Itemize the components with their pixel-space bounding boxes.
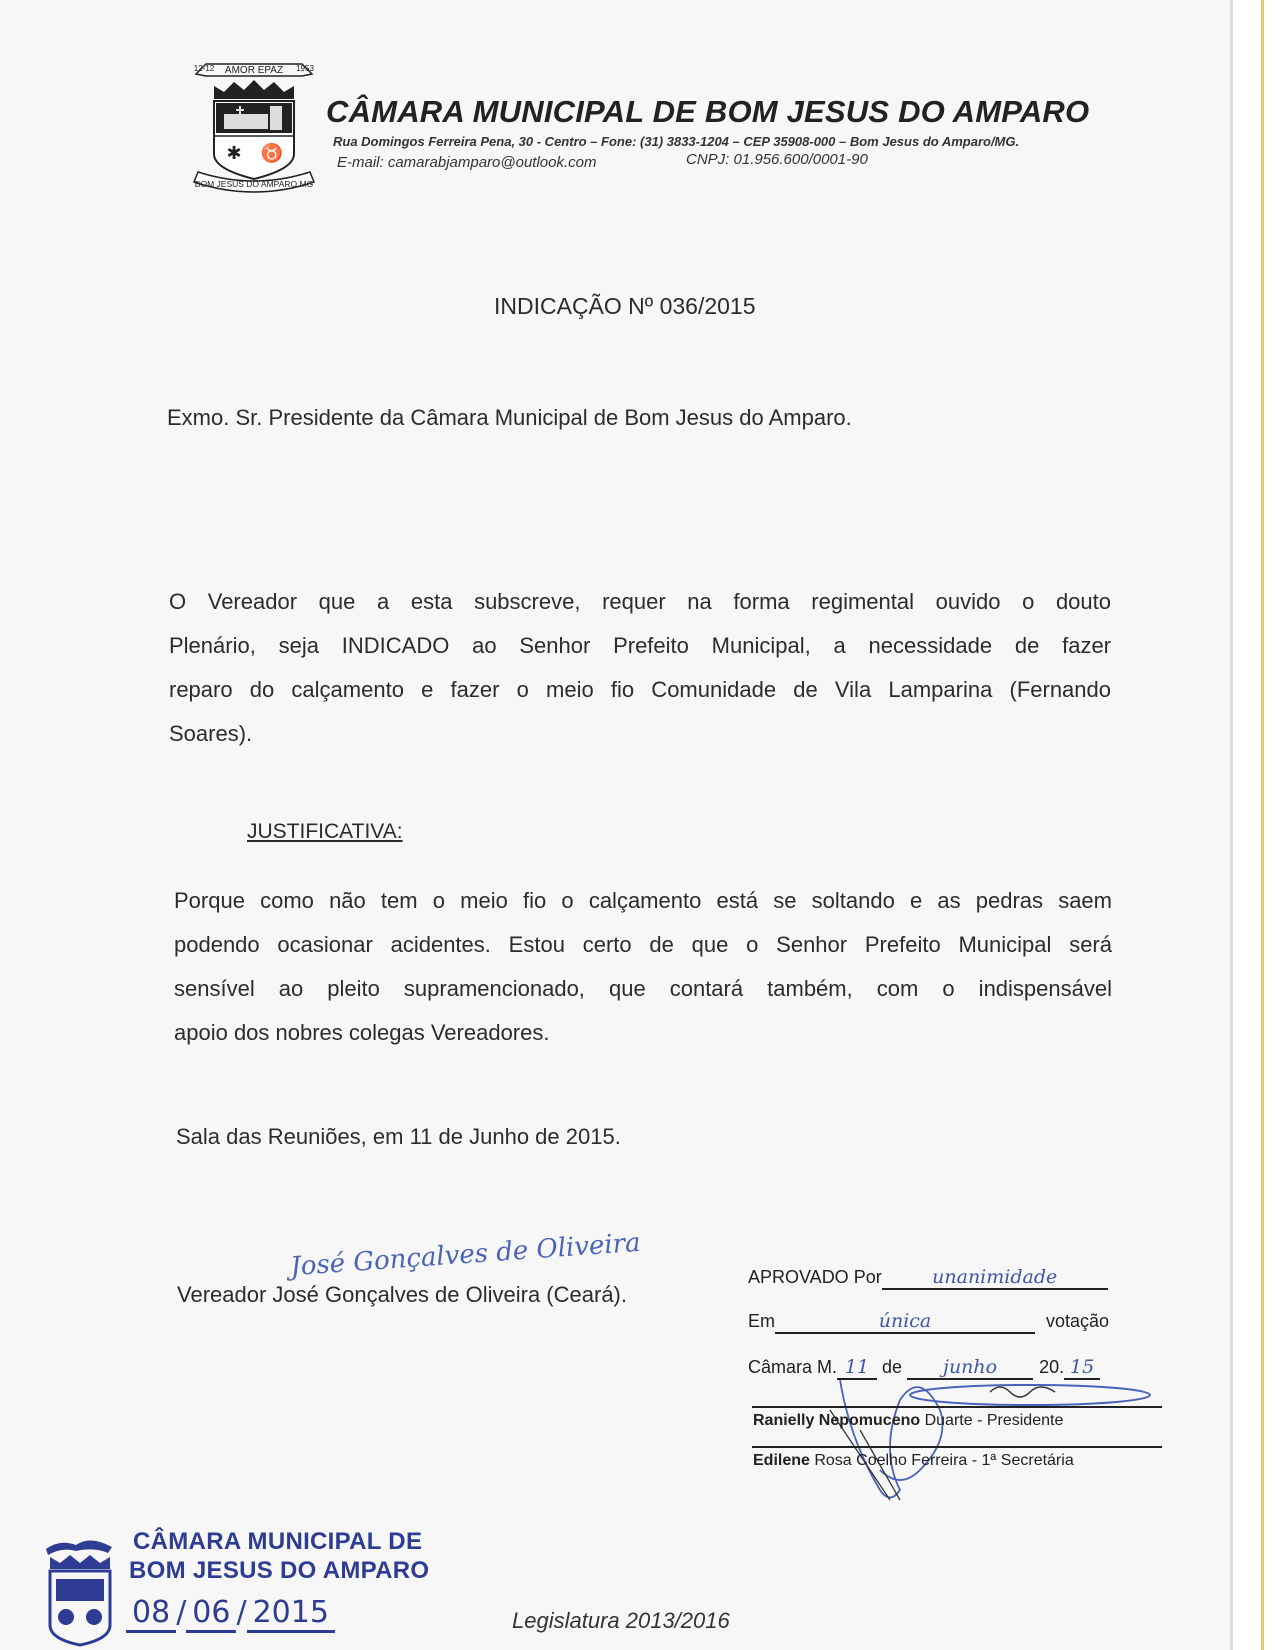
document-title: INDICAÇÃO Nº 036/2015	[494, 293, 756, 319]
stamp-year: 2015	[247, 1595, 335, 1633]
de-label: de	[882, 1357, 903, 1377]
em-value: única	[878, 1310, 932, 1332]
approval-year: 15	[1070, 1356, 1095, 1378]
approval-month: junho	[943, 1356, 998, 1378]
logo-date-right: 1953	[296, 64, 314, 73]
president-name-rest: Duarte - Presidente	[920, 1412, 1064, 1429]
logo-motto: AMOR EPAZ	[224, 65, 284, 76]
request-line: Plenário, seja INDICADO ao Senhor Prefeito Municipal, a necessidade de fazer	[169, 633, 1111, 658]
stamp-institution-line2: BOM JESUS DO AMPARO	[129, 1557, 430, 1584]
justification-line: apoio dos nobres colegas Vereadores.	[174, 1020, 550, 1045]
logo-date-left: 12-12	[193, 64, 215, 73]
approval-by-row	[748, 1266, 1108, 1290]
page-edge-shadow	[1230, 0, 1233, 1650]
stamp-coat-of-arms	[42, 1535, 120, 1650]
president-name	[753, 1412, 1063, 1430]
page-edge-yellow	[1261, 0, 1264, 1650]
addressee-line: Exmo. Sr. Presidente da Câmara Municipal de Bom Jesus do Amparo.	[167, 405, 852, 430]
president-signature-rule	[752, 1406, 1162, 1408]
institution-address: Rua Domingos Ferreira Pena, 30 - Centro – Fone: (31) 3833-1204 – CEP 35908-000 – Bom Jesus do Amparo/MG.	[333, 134, 1020, 149]
institution-cnpj: CNPJ: 01.956.600/0001-90	[686, 151, 868, 168]
request-line: reparo do calçamento e fazer o meio fio Comunidade de Vila Lamparina (Fernando	[169, 677, 1111, 702]
camara-label: Câmara M.	[748, 1357, 838, 1377]
stamp-month: 06	[186, 1595, 236, 1633]
handwritten-signatures-scribble	[810, 1370, 1170, 1510]
approved-by-label: APROVADO Por	[748, 1267, 882, 1287]
stamp-institution-line1: CÂMARA MUNICIPAL DE	[133, 1528, 423, 1555]
justification-line: Porque como não tem o meio fio o calçamento está se soltando e as pedras saem	[174, 888, 1112, 913]
institution-title: CÂMARA MUNICIPAL DE BOM JESUS DO AMPARO	[326, 94, 1090, 129]
secretary-name-rest: Rosa Coelho Ferreira - 1ª Secretária	[809, 1452, 1074, 1469]
secretary-signature-rule	[752, 1446, 1162, 1448]
year-prefix: 20.	[1039, 1357, 1065, 1377]
justification-line: sensível ao pleito supramencionado, que contará também, com o indispensável	[174, 976, 1112, 1001]
justification-line: podendo ocasionar acidentes. Estou certo de que o Senhor Prefeito Municipal será	[174, 932, 1112, 957]
justification-heading: JUSTIFICATIVA:	[247, 820, 403, 843]
votacao-label: votação	[1046, 1311, 1110, 1331]
councilor-handwritten-signature: José Gonçalves de Oliveira	[289, 1227, 642, 1283]
signatory-line: Vereador José Gonçalves de Oliveira (Ceará).	[177, 1282, 627, 1307]
approval-em-row	[748, 1310, 1109, 1334]
coat-of-arms-logo	[184, 44, 324, 194]
approval-day: 11	[844, 1356, 870, 1378]
svg-text:✱: ✱	[226, 143, 242, 163]
president-name-first: Ranielly Nepomuceno	[753, 1412, 921, 1429]
institution-email: E-mail: camarabjamparo@outlook.com	[337, 154, 597, 171]
approved-by-value: unanimidade	[932, 1266, 1058, 1288]
svg-text:♉: ♉	[260, 143, 284, 163]
stamp-day: 08	[126, 1595, 176, 1633]
em-label: Em	[748, 1311, 775, 1331]
secretary-name-first: Edilene	[753, 1452, 810, 1469]
request-line: Soares).	[169, 721, 253, 746]
legislature-footer: Legislatura 2013/2016	[512, 1608, 730, 1633]
request-line: O Vereador que a esta subscreve, requer na forma regimental ouvido o douto	[169, 589, 1111, 614]
secretary-name	[753, 1452, 1074, 1470]
place-and-date: Sala das Reuniões, em 11 de Junho de 2015.	[176, 1124, 621, 1149]
stamp-date: 08 / 06 / 2015	[126, 1595, 335, 1633]
logo-city-banner: BOM JESUS DO AMPARO MG	[194, 179, 314, 189]
